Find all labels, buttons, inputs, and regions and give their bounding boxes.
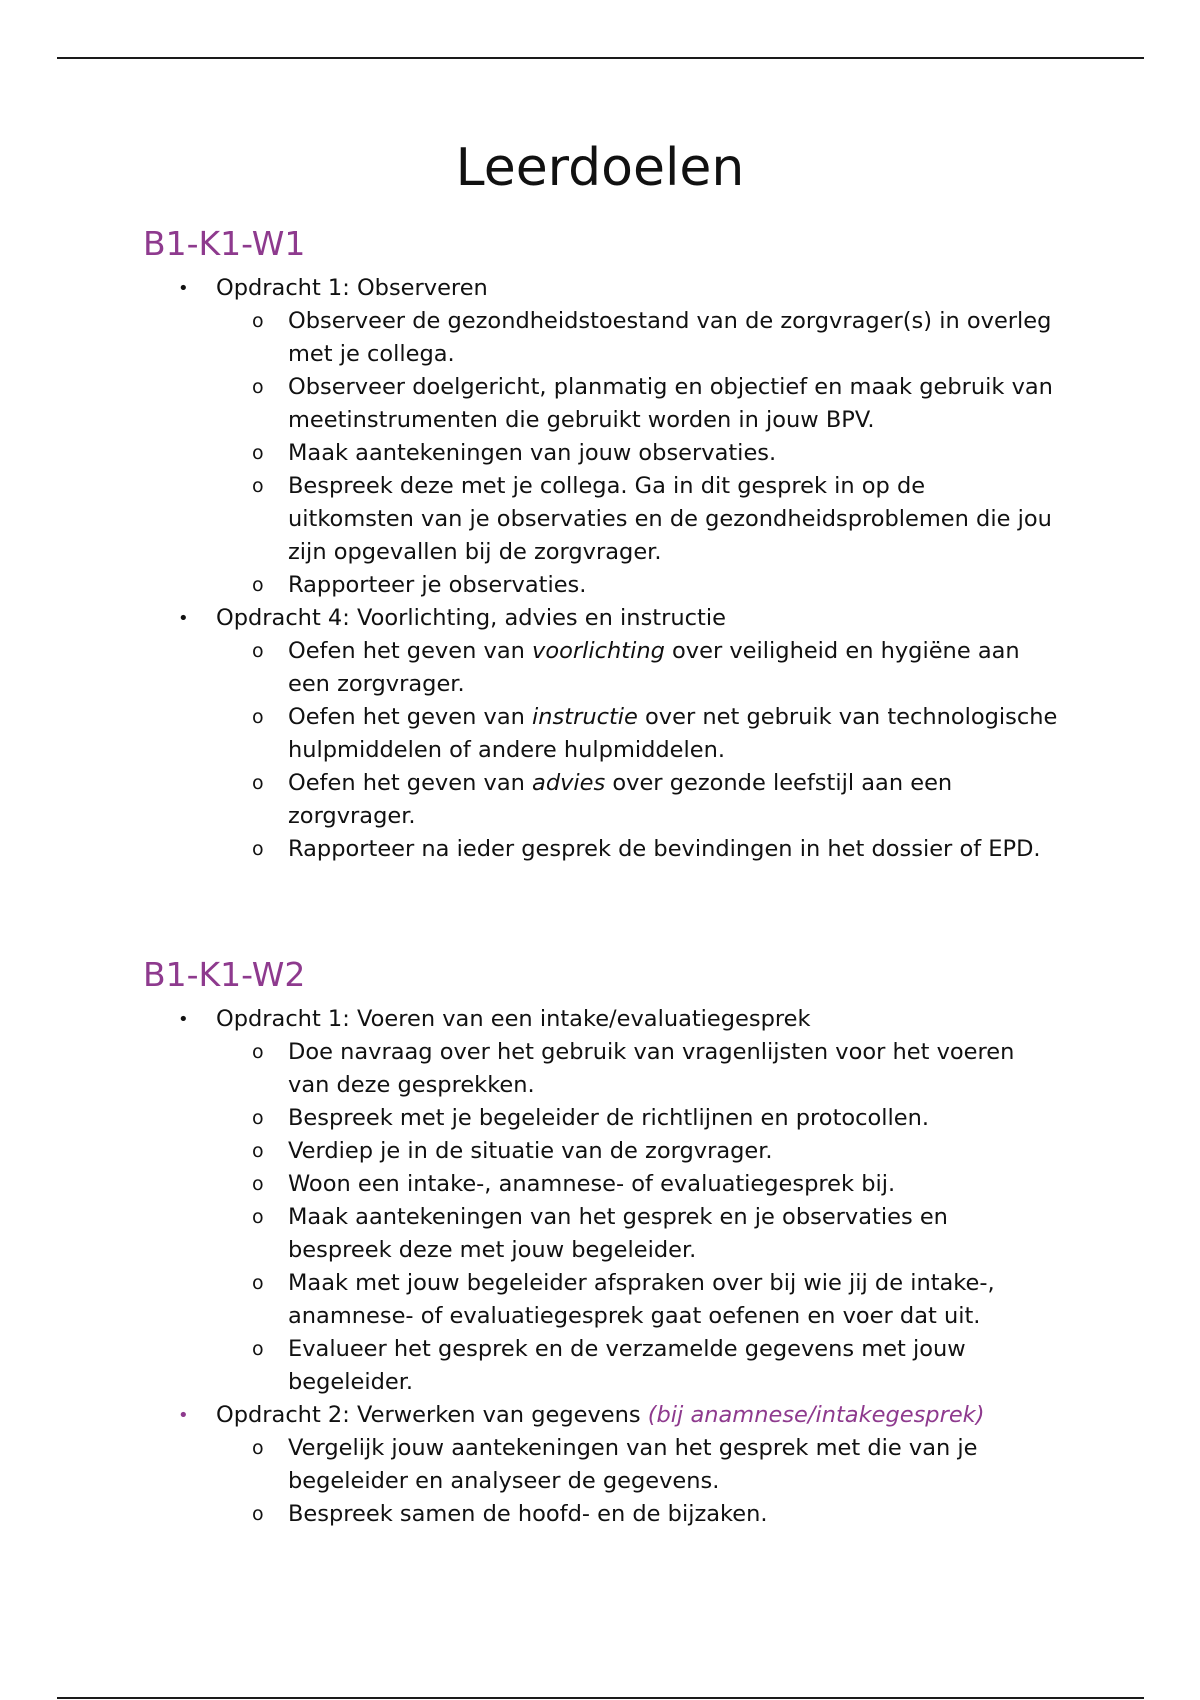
goal-item bbox=[0, 1135, 1058, 1168]
goal-text: Vergelijk jouw aantekeningen van het gesprek met die van je begeleider en analyseer de gegevens. bbox=[288, 1435, 978, 1494]
circle-bullet-icon: o bbox=[252, 1272, 264, 1294]
goal-item bbox=[0, 767, 1058, 833]
section-heading: B1-K1-W2 bbox=[143, 955, 306, 994]
circle-bullet-icon: o bbox=[252, 838, 264, 860]
task-list bbox=[0, 1003, 1200, 1531]
goal-item bbox=[0, 1432, 1058, 1498]
goal-list bbox=[216, 635, 1056, 866]
bullet-icon: • bbox=[178, 1405, 189, 1426]
goal-text: Maak met jouw begeleider afspraken over bij wie jij de intake-, anamnese- of evaluatiegesprek gaat oefenen en voer dat uit. bbox=[288, 1270, 995, 1329]
goal-item bbox=[0, 470, 1058, 569]
circle-bullet-icon: o bbox=[252, 706, 264, 728]
goal-item bbox=[0, 1498, 1058, 1531]
goal-item bbox=[0, 701, 1058, 767]
bullet-icon: • bbox=[178, 1009, 189, 1030]
circle-bullet-icon: o bbox=[252, 1437, 264, 1459]
goal-text-pre: Oefen het geven van bbox=[288, 638, 533, 664]
circle-bullet-icon: o bbox=[252, 1503, 264, 1525]
task-item bbox=[0, 602, 1056, 866]
goal-text: Observeer doelgericht, planmatig en objectief en maak gebruik van meetinstrumenten die gebruikt worden in jouw BPV. bbox=[288, 374, 1053, 433]
task-label: Opdracht 1: Observeren bbox=[216, 275, 488, 301]
goal-item bbox=[0, 635, 1058, 701]
circle-bullet-icon: o bbox=[252, 1107, 264, 1129]
goal-text-pre: Oefen het geven van bbox=[288, 704, 533, 730]
goal-text: Woon een intake-, anamnese- of evaluatiegesprek bij. bbox=[288, 1171, 896, 1197]
goal-item bbox=[0, 569, 1058, 602]
goal-text: Verdiep je in de situatie van de zorgvrager. bbox=[288, 1138, 773, 1164]
goal-list bbox=[216, 1036, 1056, 1399]
goal-text: Maak aantekeningen van jouw observaties. bbox=[288, 440, 777, 466]
goal-item bbox=[0, 1168, 1058, 1201]
goal-item bbox=[0, 371, 1058, 437]
goal-list bbox=[216, 305, 1056, 602]
circle-bullet-icon: o bbox=[252, 442, 264, 464]
goal-text-post: over veiligheid en hygiëne aan een zorgvrager. bbox=[288, 638, 1020, 697]
task-label: Opdracht 1: Voeren van een intake/evaluatiegesprek bbox=[216, 1006, 811, 1032]
goal-item bbox=[0, 1201, 1058, 1267]
circle-bullet-icon: o bbox=[252, 1206, 264, 1228]
goal-item bbox=[0, 1102, 1058, 1135]
task-list bbox=[0, 272, 1200, 866]
goal-text-emphasis: instructie bbox=[532, 704, 638, 730]
circle-bullet-icon: o bbox=[252, 475, 264, 497]
goal-text: Bespreek met je begeleider de richtlijnen en protocollen. bbox=[288, 1105, 930, 1131]
goal-text: Evalueer het gesprek en de verzamelde gegevens met jouw begeleider. bbox=[288, 1336, 966, 1395]
top-rule bbox=[57, 57, 1144, 59]
bullet-icon: • bbox=[178, 608, 189, 629]
section-heading: B1-K1-W1 bbox=[143, 224, 306, 263]
goal-text-pre: Oefen het geven van bbox=[288, 770, 533, 796]
goal-text: Rapporteer na ieder gesprek de bevindingen in het dossier of EPD. bbox=[288, 836, 1041, 862]
goal-text: Maak aantekeningen van het gesprek en je observaties en bespreek deze met jouw begeleider. bbox=[288, 1204, 948, 1263]
circle-bullet-icon: o bbox=[252, 772, 264, 794]
task-item bbox=[0, 1003, 1056, 1399]
goal-text-post: over gezonde leefstijl aan een zorgvrager. bbox=[288, 770, 953, 829]
task-label: Opdracht 2: Verwerken van gegevens bbox=[216, 1402, 648, 1428]
circle-bullet-icon: o bbox=[252, 1173, 264, 1195]
goal-item bbox=[0, 1333, 1058, 1399]
goal-item bbox=[0, 437, 1058, 470]
goal-text: Rapporteer je observaties. bbox=[288, 572, 587, 598]
section-b1-k1-w1 bbox=[0, 222, 1200, 866]
circle-bullet-icon: o bbox=[252, 376, 264, 398]
goal-item bbox=[0, 1267, 1058, 1333]
circle-bullet-icon: o bbox=[252, 1041, 264, 1063]
task-label: Opdracht 4: Voorlichting, advies en instructie bbox=[216, 605, 726, 631]
goal-text: Observeer de gezondheidstoestand van de zorgvrager(s) in overleg met je collega. bbox=[288, 308, 1052, 367]
goal-list bbox=[216, 1432, 1056, 1531]
goal-text: Doe navraag over het gebruik van vragenlijsten voor het voeren van deze gesprekken. bbox=[288, 1039, 1015, 1098]
goal-item bbox=[0, 305, 1058, 371]
goal-text-emphasis: voorlichting bbox=[532, 638, 665, 664]
goal-item bbox=[0, 1036, 1058, 1102]
circle-bullet-icon: o bbox=[252, 574, 264, 596]
page-title: Leerdoelen bbox=[455, 138, 745, 198]
circle-bullet-icon: o bbox=[252, 640, 264, 662]
section-b1-k1-w2 bbox=[0, 953, 1200, 1531]
goal-item bbox=[0, 833, 1058, 866]
circle-bullet-icon: o bbox=[252, 1338, 264, 1360]
bottom-rule bbox=[57, 1697, 1144, 1699]
circle-bullet-icon: o bbox=[252, 310, 264, 332]
task-item bbox=[0, 272, 1056, 602]
task-note: (bij anamnese/intakegesprek) bbox=[647, 1402, 985, 1428]
bullet-icon: • bbox=[178, 278, 189, 299]
goal-text: Bespreek samen de hoofd- en de bijzaken. bbox=[288, 1501, 768, 1527]
goal-text: Bespreek deze met je collega. Ga in dit gesprek in op de uitkomsten van je observaties en de gezondheidsproblemen die jou zijn opgevallen bij de zorgvrager. bbox=[288, 473, 1052, 565]
goal-text-post: over net gebruik van technologische hulpmiddelen of andere hulpmiddelen. bbox=[288, 704, 1058, 763]
task-item bbox=[0, 1399, 1056, 1531]
goal-text-emphasis: advies bbox=[532, 770, 606, 796]
circle-bullet-icon: o bbox=[252, 1140, 264, 1162]
